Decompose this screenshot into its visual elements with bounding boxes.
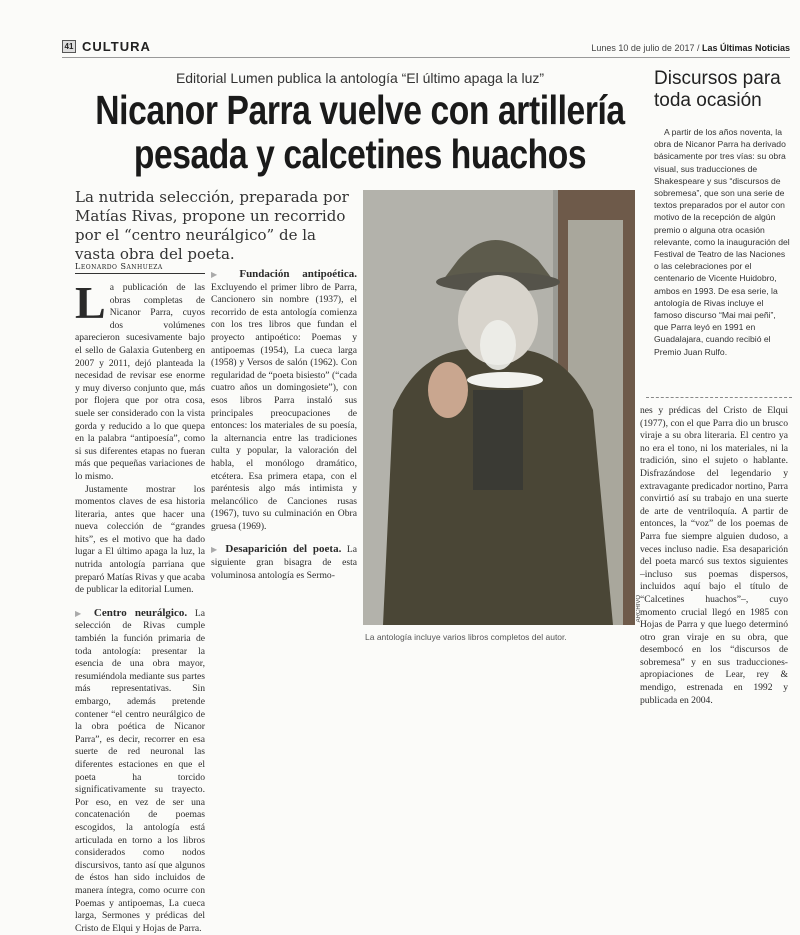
article-column-3: [640, 405, 788, 707]
subhead: Desaparición del poeta.: [225, 543, 342, 556]
drop-cap: L: [75, 277, 106, 328]
dateline: [591, 43, 790, 53]
section-paragraph: [211, 268, 357, 533]
photo-caption: La antología incluye varios libros completos del autor.: [365, 632, 567, 642]
subhead: Centro neurálgico.: [93, 606, 188, 619]
triangle-icon: ▶: [75, 608, 94, 618]
kicker: Editorial Lumen publica la antología “El último apaga la luz”: [175, 70, 545, 86]
paragraph-text: La siguiente gran bisagra de esta voluminosa antología es Sermo-: [211, 544, 357, 581]
portrait-illustration: [363, 190, 635, 625]
headline-line: Nicanor Parra vuelve con artillería: [95, 87, 625, 133]
article-column-1: [75, 277, 205, 935]
headline: [73, 88, 647, 176]
section-paragraph: [75, 607, 205, 935]
section-header: [62, 38, 790, 58]
sidebar-title: Discursos para toda ocasión: [654, 68, 781, 111]
photo-credit: ARCHIVO: [636, 595, 642, 623]
article-column-2: [211, 258, 357, 582]
paragraph: A partir de los años noventa, la obra de Nicanor Parra ha derivado básicamente por tres vías: su obra visual, sus traducciones de Shakespeare y sus “discursos de sobremesa”, que son una serie de textos preparados por el autor con motivo de la recepción de algún premio o alguna otra ocasión relevante, como la inauguración del Festival de Teatro de las Naciones o las celebraciones por el centenario de Vicente Huidobro, ambos en 1993. De esa serie, la antología de Rivas incluye el famoso discurso “Mai mai peñi”, que Parra leyó en 1991 en Guadalajara, cuando recibió el Premio Juan Rulfo.: [654, 127, 790, 357]
sidebar-body: [646, 126, 792, 358]
deck: La nutrida selección, preparada por Matías Rivas, propone un recorrido por el “centro neurálgico” de la vasta obra del poeta.: [75, 188, 349, 263]
paragraph: Justamente mostrar los momentos claves de esa historia literaria, antes que hacer una nueva colección de “grandes hits”, es el motivo que ha dado lugar a El último apaga la luz, la nutrida antología parriana que preparó Matías Rivas y que acaba de publicar la editorial Lumen.: [75, 483, 205, 596]
byline: Leonardo Sanhueza: [75, 262, 205, 274]
headline-line: pesada y calcetines huachos: [133, 131, 587, 177]
paragraph-text: a publicación de las obras completas de Nicanor Parra, cuyos dos volúmenes aparecieron sucesivamente bajo el sello de Galaxia Gutenberg en 2007 y 2011, dejó planteada la necesidad de revisar ese enorme y muy diverso conjunto que, más por flojera que por otra cosa, suele ser considerado con la vista gorda y reducido a lo que quepa en la palabra “antipoesía”, como si sus diferentes etapas no fueran más que pequeñas variaciones de lo mismo.: [75, 282, 205, 482]
photo-nicanor-parra: [363, 190, 635, 625]
paragraph-text: La selección de Rivas cumple también la función primaria de toda antología: presentar la esencia de una obra mayor, resumiéndola mediante sus partes más representativas. Sin embargo, además pretende contener “el centro neurálgico de la obra poética de Nicanor Parra”, es decir, recorrer en esa suerte de red neuronal las diferentes estaciones en que el poeta ha torcido significativamente su trayecto. Por eso, en vez de ser una concatenación de poemas escogidos, la antología está articulada en torno a los libros considerados como nodos discursivos, tanto así que algunos de éstos han sido incluidos de manera íntegra, como ocurre con Poemas y antipoemas, La cueca larga, Sermones y prédicas del Cristo de Elqui y Hojas de Parra.: [75, 607, 205, 934]
page-number-icon: 41: [62, 40, 76, 53]
newspaper-name: Las Últimas Noticias: [701, 43, 790, 53]
date: Lunes 10 de julio de 2017 /: [591, 43, 702, 53]
sidebar-box: [646, 68, 792, 398]
triangle-icon: ▶: [211, 545, 226, 555]
paragraph: nes y prédicas del Cristo de Elqui (1977), con el que Parra dio un brusco viraje a su obra literaria. El centro ya no era el tono, ni los materiales, ni la tradición, sino el sujeto o hablante. Disfrazándose del legendario y extravagante predicador nortino, Parra convirtió así su trabajo en una suerte de arte de ventriloquía. A partir de entonces, la “voz” de los poemas de Parra fue siempre alguien dudoso, a veces incluso nadie. Esa desaparición del poeta marcó sus textos siguientes –incluso sus poemas dispersos, incluidos aquí bajo el título de “Calcetines huachos”–, cuyo momento crucial llegó en 1985 con Hojas de Parra y que luego determinó otro gran viraje en su obra, que desembocó en los “discursos de sobremesa” y en sus traducciones-apropiaciones de Lear, rey & mendigo, estrenada en 1992 y publicada en 2004.: [640, 405, 788, 706]
section-name: CULTURA: [82, 39, 151, 54]
section-paragraph: [211, 543, 357, 582]
paragraph: [75, 277, 205, 484]
triangle-icon: ▶: [211, 270, 240, 279]
paragraph-text: Excluyendo el primer libro de Parra, Cancionero sin nombre (1937), el recorrido de esta antología comienza con los tres libros que fundan el proyecto antipoético: Poemas y antipoemas (1954), La cueca larga (1958) y Versos de salón (1962). Con regularidad de “poeta bisiesto” (“cada cuatro años un domingosiete”), con esos libros Parra instaló sus principales preocupaciones de entonces: los materiales de su poesía, la alternancia entre las tradiciones culta y popular, la valoración del habla, el monólogo dramático, etcétera. Esa primera etapa, con el paréntesis algo más intimista y melancólico de Canciones rusas (1967), tuvo su culminación en Obra gruesa (1969).: [211, 281, 357, 532]
subhead: Fundación antipoética.: [239, 268, 357, 280]
